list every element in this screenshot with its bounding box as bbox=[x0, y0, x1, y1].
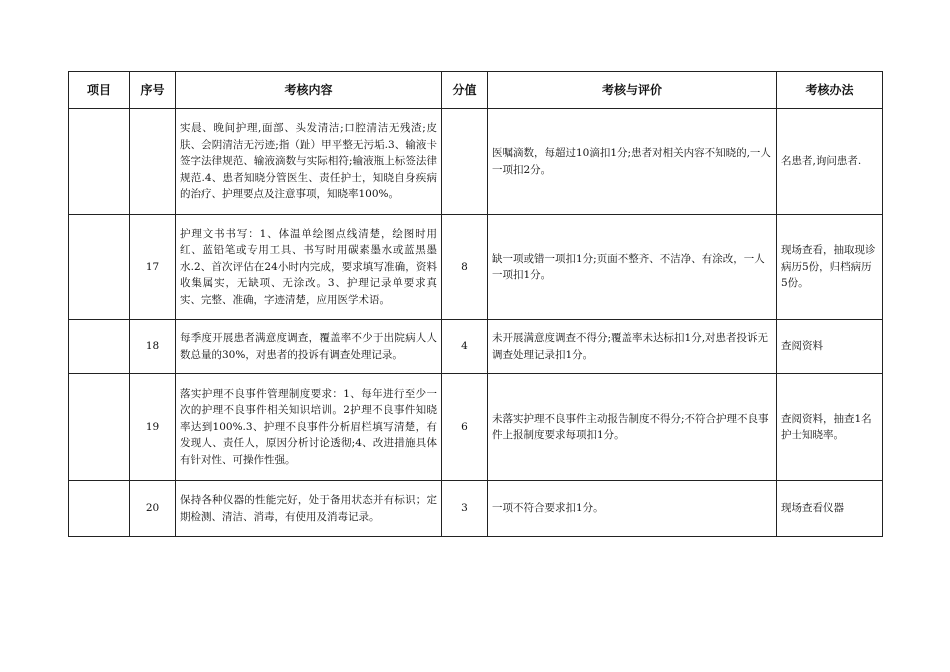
cell-method: 查阅资料 bbox=[777, 320, 883, 374]
header-method: 考核办法 bbox=[777, 72, 883, 109]
cell-number: 19 bbox=[130, 374, 176, 481]
cell-item bbox=[69, 374, 130, 481]
cell-score bbox=[442, 109, 488, 215]
cell-item bbox=[69, 320, 130, 374]
assessment-table bbox=[68, 71, 883, 537]
cell-method: 现场查看，抽取现诊病历5份，归档病历5份。 bbox=[777, 215, 883, 320]
cell-number bbox=[130, 109, 176, 215]
table-row bbox=[69, 215, 883, 320]
cell-number: 17 bbox=[130, 215, 176, 320]
cell-number: 18 bbox=[130, 320, 176, 374]
cell-evaluation: 缺一项或错一项扣1分;页面不整齐、不洁净、有涂改，一人一项扣1分。 bbox=[488, 215, 777, 320]
cell-score: 6 bbox=[442, 374, 488, 481]
cell-evaluation: 未落实护理不良事件主动报告制度不得分;不符合护理不良事件上报制度要求每项扣1分。 bbox=[488, 374, 777, 481]
header-evaluation: 考核与评价 bbox=[488, 72, 777, 109]
cell-item bbox=[69, 215, 130, 320]
header-score: 分值 bbox=[442, 72, 488, 109]
table-row bbox=[69, 320, 883, 374]
cell-item bbox=[69, 109, 130, 215]
cell-evaluation: 医嘱滴数，每超过10滴扣1分;患者对相关内容不知晓的,一人一项扣2分。 bbox=[488, 109, 777, 215]
table-row bbox=[69, 481, 883, 537]
cell-content: 保持各种仪器的性能完好，处于备用状态并有标识；定期检测、清洁、消毒，有使用及消毒记录。 bbox=[176, 481, 442, 537]
cell-score: 4 bbox=[442, 320, 488, 374]
cell-item bbox=[69, 481, 130, 537]
table-row bbox=[69, 109, 883, 215]
table-header-row bbox=[69, 72, 883, 109]
cell-content: 护理文书书写：1、体温单绘图点线清楚，绘图时用红、蓝铅笔或专用工具、书写时用碳素墨水或蓝黑墨水.2、首次评估在24小时内完成，要求填写准确，资料收集属实，无缺项、无涂改。3、护理记录单要求真实、完整、准确，字迹清楚，应用医学术语。 bbox=[176, 215, 442, 320]
cell-score: 3 bbox=[442, 481, 488, 537]
cell-evaluation: 未开展满意度调查不得分;覆盖率未达标扣1分,对患者投诉无调查处理记录扣1分。 bbox=[488, 320, 777, 374]
cell-number: 20 bbox=[130, 481, 176, 537]
cell-method: 名患者,询问患者. bbox=[777, 109, 883, 215]
cell-content: 实晨、晚间护理,面部、头发清洁;口腔清洁无残渣;皮肤、会阴清洁无污迹;指（趾）甲平整无污垢.3、输液卡签字法律规范、输液滴数与实际相符;输液瓶上标签法律规范.4、患者知晓分管医生、责任护士，知晓自身疾病的治疗、护理要点及注意事项，知晓率100%。 bbox=[176, 109, 442, 215]
cell-method: 查阅资料，抽查1名护士知晓率。 bbox=[777, 374, 883, 481]
cell-content: 落实护理不良事件管理制度要求：1、每年进行至少一次的护理不良事件相关知识培训。2护理不良事件知晓率达到100%.3、护理不良事件分析眉栏填写清楚，有发现人、责任人，原因分析讨论透彻;4、改进措施具体有针对性、可操作性强。 bbox=[176, 374, 442, 481]
header-item: 项目 bbox=[69, 72, 130, 109]
header-number: 序号 bbox=[130, 72, 176, 109]
table-row bbox=[69, 374, 883, 481]
cell-content: 每季度开展患者满意度调查，覆盖率不少于出院病人人数总量的30%，对患者的投诉有调查处理记录。 bbox=[176, 320, 442, 374]
header-content: 考核内容 bbox=[176, 72, 442, 109]
cell-evaluation: 一项不符合要求扣1分。 bbox=[488, 481, 777, 537]
cell-score: 8 bbox=[442, 215, 488, 320]
cell-method: 现场查看仪器 bbox=[777, 481, 883, 537]
